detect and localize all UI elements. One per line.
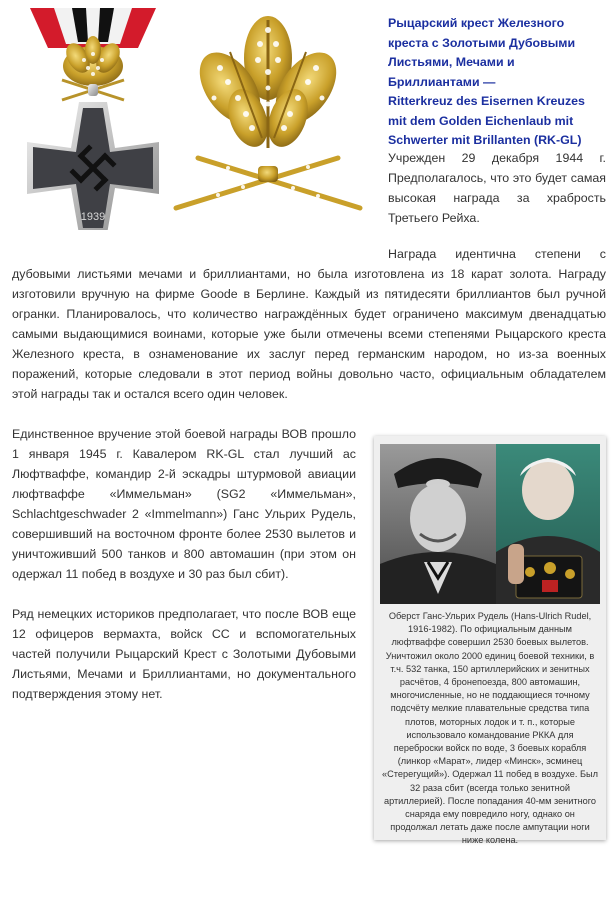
- recipient-paragraph: Единственное вручение этой боевой награды ВОВ прошло 1 января 1945 г. Кавалером RK-GL стал лучший ас Люфтваффе, командир 2-й эскадры штурмовой авиации люфтваффе «Иммельман» (SG2 «Иммельман», Schlachtgeschwader 2 «Immelmann») Ганс Ульрих Рудель, совершивший на восточном фронте более 2530 вылетов и уничтоживший 500 танков и 800 автомашин (при этом он одержал 11 побед в воздухе и 30 раз был сбит).: [12, 427, 356, 581]
- photo-card: [374, 436, 606, 846]
- portrait-old: [496, 444, 600, 604]
- medal-engraving: 1939: [80, 211, 106, 223]
- medal-image: [8, 8, 370, 230]
- portrait-young: [380, 444, 496, 604]
- intro-paragraph: Учрежден 29 декабря 1944 г. Предполагалось, что это будет самая высокая награда за храбрость Третьего Рейха.: [388, 151, 606, 225]
- award-description-paragraph: Награда идентична степени с дубовыми листьями мечами и бриллиантами, но была изготовлена из 18 карат золота. Награду изготовили вручную на фирме Goode в Берлине. Каждый из пятидесяти бриллиантов был ручной огранки. Планировалось, что количество награждённых будет ограничено максимум двенадцатью самыми выдающимися воинами, которые уже были отмечены всеми степенями Рыцарского креста Железного креста, в ознаменование их заслуг перед германским народом, но из-за военных поражений, которые следовали в этот период войны довольно часто, официальным обладателем этой награды так и остался всего один человек.: [12, 247, 606, 401]
- title-russian: Рыцарский крест Железного креста с Золотыми Дубовыми Листьями, Мечами и Бриллиантами —: [388, 16, 576, 89]
- title-german: Ritterkreuz des Eisernen Kreuzes mit dem Golden Eichenlaub mit Schwerter mit Brillanten (RK-GL): [388, 94, 585, 147]
- historians-paragraph: Ряд немецких историков предполагает, что после ВОВ еще 12 офицеров вермахта, войск СС и вспомогательных частей получили Рыцарский Крест с Золотыми Дубовыми Листьями, Мечами и Бриллиантами, но документального подтверждения этому нет.: [12, 607, 356, 701]
- article-title: [388, 14, 603, 151]
- rudel-photo: [380, 444, 600, 604]
- photo-caption: Оберст Ганс-Ульрих Рудель (Hans-Ulrich Rudel, 1916-1982). По официальным данным люфтваффе совершил 2530 боевых вылетов. Уничтожил около 2000 единиц боевой техники, в т.ч. 532 танка, 150 артиллерийских и зенитных расчётов, 4 бронепоезда, 800 автомашин, многочисленные, но не поддающиеся точному подсчёту мелкие плавательные средства типа плотов, моторных лодок и т. п., которые использовало командование РККА для переброски войск по воде, 3 боевых корабля (линкор «Марат», лидер «Минск», эсминец «Стерегущий»). Одержал 11 побед в воздухе. Был 32 раза сбит (всегда только зенитной артиллерией). После попадания 40-мм зенитного снаряда ему повредило ногу, однако он продолжал летать даже после ампутации ноги ниже колена.: [382, 611, 598, 846]
